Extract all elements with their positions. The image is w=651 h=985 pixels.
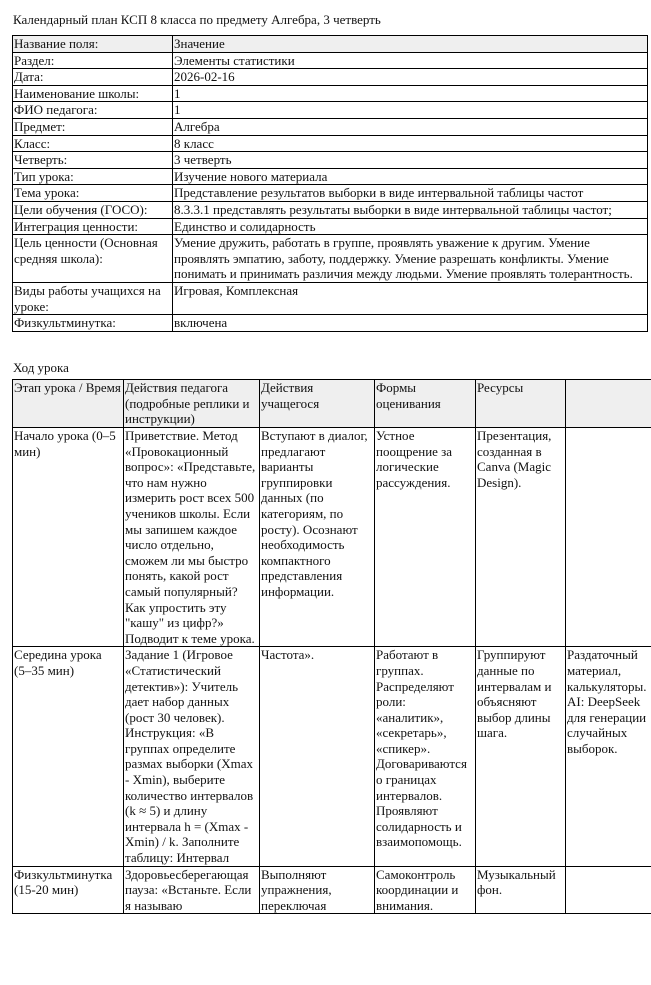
table-row <box>13 866 651 914</box>
table-row <box>13 118 648 135</box>
field-label: Раздел: <box>13 52 173 69</box>
field-value: Игровая, Комплексная <box>173 282 648 314</box>
stage-cell: Середина урока (5–35 мин) <box>13 647 124 866</box>
table-row <box>13 218 648 235</box>
table-header-row <box>13 36 648 53</box>
table-row <box>13 52 648 69</box>
student-actions-cell: Выполняют упражнения, переключая <box>260 866 375 914</box>
field-value: Элементы статистики <box>173 52 648 69</box>
field-label: Предмет: <box>13 118 173 135</box>
field-label: Интеграция ценности: <box>13 218 173 235</box>
table-row <box>13 235 648 283</box>
assessment-header: Формы оценивания <box>375 380 476 428</box>
assessment-cell: Устное поощрение за логические рассуждения. <box>375 428 476 647</box>
teacher-actions-cell: Приветствие. Метод «Провокационный вопрос»: «Представьте, что нам нужно измерить рост всех 500 учеников школы. Если мы запишем каждое число отдельно, сможем ли мы быстро понять, какой рост самый популярный? Как упростить эту "кашу" из цифр?» Подводит к теме урока. <box>124 428 260 647</box>
teacher-actions-cell: Задание 1 (Игровое «Статистический детектив»): Учитель дает набор данных (рост 30 человек). Инструкция: «В группах определите размах выборки (Xmax - Xmin), выберите количество интервалов (k ≈ 5) и длину интервала h = (Xmax - Xmin) / k. Заполните таблицу: Интервал <box>124 647 260 866</box>
table-row <box>13 315 648 332</box>
field-label: Дата: <box>13 69 173 86</box>
table-row <box>13 85 648 102</box>
field-value: Представление результатов выборки в виде интервальной таблицы частот <box>173 185 648 202</box>
field-value: Единство и солидарность <box>173 218 648 235</box>
field-label: Тема урока: <box>13 185 173 202</box>
field-label: ФИО педагога: <box>13 102 173 119</box>
table-row <box>13 152 648 169</box>
field-label: Наименование школы: <box>13 85 173 102</box>
lesson-info-table <box>12 35 648 332</box>
extra-header <box>566 380 651 428</box>
assessment-cell: Самоконтроль координации и внимания. <box>375 866 476 914</box>
table-row <box>13 647 651 866</box>
resources-cell: Группируют данные по интервалам и объясняют выбор длины шага. <box>476 647 566 866</box>
table-row <box>13 102 648 119</box>
teacher-actions-header: Действия педагога (подробные реплики и инструкции) <box>124 380 260 428</box>
resources-header: Ресурсы <box>476 380 566 428</box>
student-actions-header: Действия учащегося <box>260 380 375 428</box>
extra-cell: Раздаточный материал, калькуляторы. AI: DeepSeek для генерации случайных выборок. <box>566 647 651 866</box>
assessment-cell: Работают в группах. Распределяют роли: «аналитик», «секретарь», «спикер». Договариваются о границах интервалов. Проявляют солидарность и взаимопомощь. <box>375 647 476 866</box>
lesson-plan-table <box>12 379 651 914</box>
table-header-row <box>13 380 651 428</box>
field-value: 3 четверть <box>173 152 648 169</box>
field-label: Цель ценности (Основная средняя школа): <box>13 235 173 283</box>
lesson-flow-title: Ход урока <box>13 360 69 375</box>
stage-cell: Начало урока (0–5 мин) <box>13 428 124 647</box>
field-header: Название поля: <box>13 36 173 53</box>
table-row <box>13 428 651 647</box>
document-title: Календарный план КСП 8 класса по предмету Алгебра, 3 четверть <box>13 12 381 27</box>
field-value: 1 <box>173 85 648 102</box>
field-value: 2026-02-16 <box>173 69 648 86</box>
field-label: Четверть: <box>13 152 173 169</box>
field-label: Тип урока: <box>13 168 173 185</box>
field-value: Умение дружить, работать в группе, проявлять уважение к другим. Умение проявлять эмпатию, заботу, поддержку. Умение разрешать конфликты. Умение понимать и принимать различия между людьми. Умение проявлять толерантность. <box>173 235 648 283</box>
value-header: Значение <box>173 36 648 53</box>
student-actions-cell: Частота». <box>260 647 375 866</box>
field-value: Алгебра <box>173 118 648 135</box>
resources-cell: Музыкальный фон. <box>476 866 566 914</box>
field-value: Изучение нового материала <box>173 168 648 185</box>
table-row <box>13 135 648 152</box>
field-value: 8.3.3.1 представлять результаты выборки в виде интервальной таблицы частот; <box>173 201 648 218</box>
field-label: Физкультминутка: <box>13 315 173 332</box>
table-row <box>13 201 648 218</box>
field-value: 1 <box>173 102 648 119</box>
extra-cell <box>566 866 651 914</box>
teacher-actions-cell: Здоровьесберегающая пауза: «Встаньте. Если я называю <box>124 866 260 914</box>
field-value: 8 класс <box>173 135 648 152</box>
table-row <box>13 69 648 86</box>
table-row <box>13 168 648 185</box>
field-label: Виды работы учащихся на уроке: <box>13 282 173 314</box>
field-label: Цели обучения (ГОСО): <box>13 201 173 218</box>
field-label: Класс: <box>13 135 173 152</box>
resources-cell: Презентация, созданная в Canva (Magic Design). <box>476 428 566 647</box>
table-row <box>13 185 648 202</box>
table-row <box>13 282 648 314</box>
field-value: включена <box>173 315 648 332</box>
stage-header: Этап урока / Время <box>13 380 124 428</box>
stage-cell: Физкультминутка (15-20 мин) <box>13 866 124 914</box>
extra-cell <box>566 428 651 647</box>
student-actions-cell: Вступают в диалог, предлагают варианты группировки данных (по категориям, по росту). Осознают необходимость компактного представления информации. <box>260 428 375 647</box>
